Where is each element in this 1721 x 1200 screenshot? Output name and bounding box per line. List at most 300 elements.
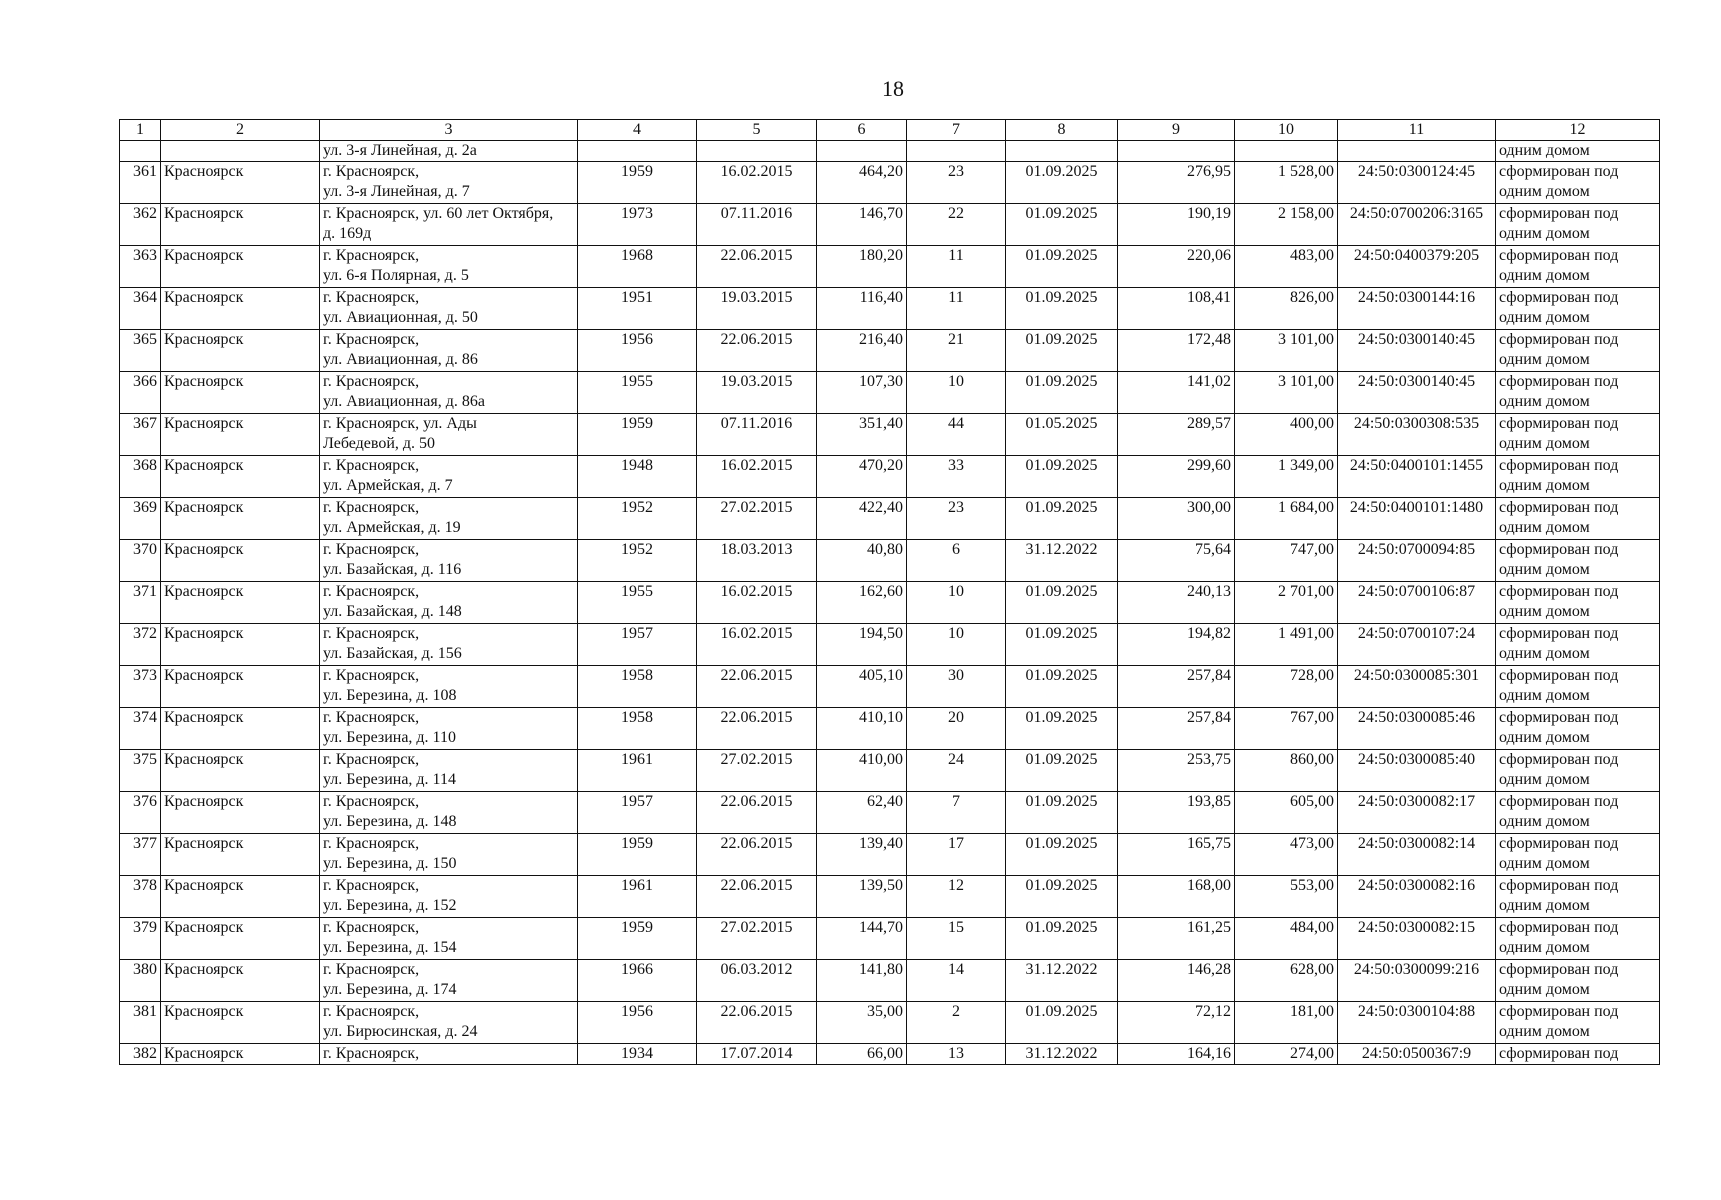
table-row	[120, 330, 1660, 372]
cell-year: 1959	[578, 162, 697, 204]
cell-address-line-1: г. Красноярск,	[323, 163, 420, 180]
cell-address-line-1: г. Красноярск,	[323, 835, 420, 852]
cell-municipality: Красноярск	[161, 288, 320, 330]
cell-note-line-1: сформирован под	[1499, 709, 1619, 726]
cell-address-line-2: ул. Авиационная, д. 50	[323, 309, 478, 326]
cell-empty	[697, 141, 817, 162]
cell-year: 1968	[578, 246, 697, 288]
cell-date: 18.03.2013	[697, 540, 817, 582]
cell-note-line-2: одним домом	[1499, 645, 1590, 662]
cell-note	[1496, 876, 1660, 918]
cell-note	[1496, 708, 1660, 750]
cell-note-line-2: одним домом	[1499, 813, 1590, 830]
cell-year: 1973	[578, 204, 697, 246]
cell-address-line-1: г. Красноярск,	[323, 751, 420, 768]
cell-residents: 7	[907, 792, 1006, 834]
cell-row-number: 373	[120, 666, 161, 708]
cell-address-line-2: ул. Базайская, д. 148	[323, 603, 462, 620]
cell-note	[1496, 162, 1660, 204]
cell-deadline: 31.12.2022	[1006, 960, 1118, 1002]
cell-note-line-2: одним домом	[1499, 267, 1590, 284]
column-header: 1	[120, 120, 161, 141]
cell-address-line-1: г. Красноярск,	[323, 793, 420, 810]
cell-address	[320, 960, 578, 1002]
cell-note-line-1: сформирован под	[1499, 205, 1619, 222]
cell-note-line-2: одним домом	[1499, 519, 1590, 536]
cell-area: 410,10	[817, 708, 907, 750]
cell-date: 22.06.2015	[697, 834, 817, 876]
cell-row-number: 361	[120, 162, 161, 204]
cell-value-9: 168,00	[1118, 876, 1235, 918]
cell-year: 1955	[578, 582, 697, 624]
cell-residents: 11	[907, 288, 1006, 330]
cell-cadastral-number: 24:50:0300144:16	[1338, 288, 1496, 330]
cell-deadline: 01.09.2025	[1006, 204, 1118, 246]
cell-municipality: Красноярск	[161, 708, 320, 750]
cell-area: 194,50	[817, 624, 907, 666]
cell-note-line-1: сформирован под	[1499, 793, 1619, 810]
cell-date: 22.06.2015	[697, 246, 817, 288]
cell-note	[1496, 960, 1660, 1002]
cell-row-number: 366	[120, 372, 161, 414]
table-row	[120, 876, 1660, 918]
cell-year: 1955	[578, 372, 697, 414]
cell-municipality: Красноярск	[161, 582, 320, 624]
cell-note-line-2: одним домом	[1499, 561, 1590, 578]
cell-note-line-2: одним домом	[1499, 981, 1590, 998]
cell-address	[320, 792, 578, 834]
cell-address-line-2: ул. Березина, д. 148	[323, 813, 457, 830]
table-row	[120, 708, 1660, 750]
cell-date: 22.06.2015	[697, 666, 817, 708]
cell-area: 180,20	[817, 246, 907, 288]
cell-row-number: 377	[120, 834, 161, 876]
column-header: 12	[1496, 120, 1660, 141]
cell-address	[320, 540, 578, 582]
cell-empty	[120, 141, 161, 162]
table-row	[120, 1002, 1660, 1044]
cell-value-10: 1 528,00	[1235, 162, 1338, 204]
column-header: 10	[1235, 120, 1338, 141]
cell-note-line-1: сформирован под	[1499, 163, 1619, 180]
cell-note	[1496, 372, 1660, 414]
cell-cadastral-number: 24:50:0400101:1480	[1338, 498, 1496, 540]
cell-address	[320, 582, 578, 624]
cell-date: 22.06.2015	[697, 708, 817, 750]
cell-date: 27.02.2015	[697, 750, 817, 792]
cell-value-9: 194,82	[1118, 624, 1235, 666]
cell-address-line-2: ул. Березина, д. 110	[323, 729, 456, 746]
cell-note	[1496, 624, 1660, 666]
cell-value-9: 172,48	[1118, 330, 1235, 372]
cell-value-10: 605,00	[1235, 792, 1338, 834]
cell-cadastral-number: 24:50:0300082:16	[1338, 876, 1496, 918]
cell-note-line-1: сформирован под	[1499, 457, 1619, 474]
cell-empty	[817, 141, 907, 162]
table-row	[120, 288, 1660, 330]
cell-value-10: 628,00	[1235, 960, 1338, 1002]
cell-note-line-1: сформирован под	[1499, 961, 1619, 978]
cell-note-line-1: сформирован под	[1499, 919, 1619, 936]
cell-address	[320, 750, 578, 792]
cell-area: 351,40	[817, 414, 907, 456]
cell-row-number: 367	[120, 414, 161, 456]
cell-note-line-1: сформирован под	[1499, 877, 1619, 894]
cell-value-10: 484,00	[1235, 918, 1338, 960]
cell-address-line-1: г. Красноярск,	[323, 541, 420, 558]
cell-area: 139,50	[817, 876, 907, 918]
cell-row-number: 369	[120, 498, 161, 540]
cell-address-line-1: г. Красноярск,	[323, 247, 420, 264]
cell-year: 1957	[578, 624, 697, 666]
cell-deadline: 01.05.2025	[1006, 414, 1118, 456]
cell-date: 19.03.2015	[697, 288, 817, 330]
cell-address-line-2: ул. Березина, д. 108	[323, 687, 457, 704]
table-row	[120, 960, 1660, 1002]
table-row	[120, 834, 1660, 876]
cell-address-line-1: г. Красноярск,	[323, 457, 420, 474]
cell-note	[1496, 918, 1660, 960]
cell-municipality: Красноярск	[161, 498, 320, 540]
cell-residents: 24	[907, 750, 1006, 792]
cell-cadastral-number: 24:50:0400101:1455	[1338, 456, 1496, 498]
cell-note-line-1: сформирован под	[1499, 247, 1619, 264]
cell-municipality: Красноярск	[161, 666, 320, 708]
cell-note-line-2: одним домом	[1499, 729, 1590, 746]
cell-address	[320, 1044, 578, 1065]
cell-deadline: 01.09.2025	[1006, 288, 1118, 330]
cell-cadastral-number: 24:50:0700106:87	[1338, 582, 1496, 624]
cell-note-line-2: одним домом	[1499, 351, 1590, 368]
cell-value-10: 728,00	[1235, 666, 1338, 708]
cell-area: 139,40	[817, 834, 907, 876]
cell-note-line-1: сформирован под	[1499, 835, 1619, 852]
cell-address-line-2: ул. Березина, д. 114	[323, 771, 456, 788]
cell-note	[1496, 834, 1660, 876]
cell-address	[320, 288, 578, 330]
cell-note	[1496, 288, 1660, 330]
cell-address	[320, 372, 578, 414]
cell-residents: 13	[907, 1044, 1006, 1065]
cell-area: 40,80	[817, 540, 907, 582]
cell-cadastral-number: 24:50:0300124:45	[1338, 162, 1496, 204]
cell-residents: 14	[907, 960, 1006, 1002]
table-row	[120, 372, 1660, 414]
cell-value-9: 164,16	[1118, 1044, 1235, 1065]
cell-deadline: 01.09.2025	[1006, 708, 1118, 750]
cell-value-10: 1 491,00	[1235, 624, 1338, 666]
cell-note-line-2: одним домом	[1499, 603, 1590, 620]
cell-value-9: 108,41	[1118, 288, 1235, 330]
cell-value-9: 299,60	[1118, 456, 1235, 498]
column-header: 8	[1006, 120, 1118, 141]
cell-address-line-2: ул. Базайская, д. 156	[323, 645, 462, 662]
column-header: 9	[1118, 120, 1235, 141]
table-row	[120, 204, 1660, 246]
cell-address	[320, 666, 578, 708]
cell-address-line-2: ул. 6-я Полярная, д. 5	[323, 267, 469, 284]
cell-cadastral-number: 24:50:0300099:216	[1338, 960, 1496, 1002]
cell-date: 17.07.2014	[697, 1044, 817, 1065]
cell-note-line-1: сформирован под	[1499, 499, 1619, 516]
cell-area: 66,00	[817, 1044, 907, 1065]
table-row	[120, 666, 1660, 708]
cell-municipality: Красноярск	[161, 1044, 320, 1065]
cell-deadline: 01.09.2025	[1006, 582, 1118, 624]
cell-residents: 20	[907, 708, 1006, 750]
cell-value-9: 72,12	[1118, 1002, 1235, 1044]
cell-note-line-1: сформирован под	[1499, 541, 1619, 558]
cell-year: 1959	[578, 414, 697, 456]
cell-municipality: Красноярск	[161, 456, 320, 498]
cell-note	[1496, 456, 1660, 498]
cell-address	[320, 876, 578, 918]
cell-cadastral-number: 24:50:0300085:46	[1338, 708, 1496, 750]
cell-address	[320, 918, 578, 960]
cell-area: 216,40	[817, 330, 907, 372]
cell-address-line-2: ул. 3-я Линейная, д. 7	[323, 183, 470, 200]
cell-deadline: 01.09.2025	[1006, 456, 1118, 498]
cell-address-line-1: г. Красноярск,	[323, 877, 420, 894]
cell-row-number: 370	[120, 540, 161, 582]
cell-value-10: 747,00	[1235, 540, 1338, 582]
column-header: 3	[320, 120, 578, 141]
table-row	[120, 1044, 1660, 1065]
cell-value-10: 2 158,00	[1235, 204, 1338, 246]
cell-value-9: 240,13	[1118, 582, 1235, 624]
cell-note-line-1: сформирован под	[1499, 667, 1619, 684]
cell-date: 27.02.2015	[697, 498, 817, 540]
cell-year: 1956	[578, 1002, 697, 1044]
cell-year: 1934	[578, 1044, 697, 1065]
cell-cadastral-number: 24:50:0300082:15	[1338, 918, 1496, 960]
cell-residents: 2	[907, 1002, 1006, 1044]
cell-area: 141,80	[817, 960, 907, 1002]
cell-note-line-1: сформирован под	[1499, 289, 1619, 306]
cell-value-10: 1 684,00	[1235, 498, 1338, 540]
cell-cadastral-number: 24:50:0400379:205	[1338, 246, 1496, 288]
cell-note-line-2: одним домом	[1499, 897, 1590, 914]
cell-row-number: 376	[120, 792, 161, 834]
cell-note	[1496, 204, 1660, 246]
cell-cadastral-number: 24:50:0300104:88	[1338, 1002, 1496, 1044]
cell-value-9: 257,84	[1118, 708, 1235, 750]
cell-row-number: 379	[120, 918, 161, 960]
column-header: 7	[907, 120, 1006, 141]
cell-note-line-2: одним домом	[1499, 771, 1590, 788]
cell-address	[320, 456, 578, 498]
column-number-header	[120, 120, 1660, 141]
cell-note-line-2: одним домом	[1499, 435, 1590, 452]
cell-year: 1966	[578, 960, 697, 1002]
cell-municipality: Красноярск	[161, 414, 320, 456]
cell-note-line-1: сформирован под	[1499, 415, 1619, 432]
cell-date: 16.02.2015	[697, 582, 817, 624]
column-header: 2	[161, 120, 320, 141]
cell-address-line-1: г. Красноярск,	[323, 1045, 420, 1062]
cell-note-line-1: сформирован под	[1499, 1003, 1619, 1020]
cell-date: 22.06.2015	[697, 792, 817, 834]
table-row	[120, 162, 1660, 204]
cell-cadastral-number: 24:50:0300140:45	[1338, 372, 1496, 414]
cell-value-10: 553,00	[1235, 876, 1338, 918]
table-row	[120, 540, 1660, 582]
cell-value-9: 146,28	[1118, 960, 1235, 1002]
cell-deadline: 01.09.2025	[1006, 792, 1118, 834]
cell-address-line-1: г. Красноярск,	[323, 583, 420, 600]
cell-date: 16.02.2015	[697, 162, 817, 204]
cell-municipality: Красноярск	[161, 372, 320, 414]
cell-cadastral-number: 24:50:0700107:24	[1338, 624, 1496, 666]
cell-cadastral-number: 24:50:0300140:45	[1338, 330, 1496, 372]
cell-value-9: 253,75	[1118, 750, 1235, 792]
cell-row-number: 372	[120, 624, 161, 666]
cell-deadline: 01.09.2025	[1006, 372, 1118, 414]
cell-address-line-1: г. Красноярск,	[323, 373, 420, 390]
cell-residents: 10	[907, 372, 1006, 414]
cell-address-line-2: ул. Армейская, д. 7	[323, 477, 453, 494]
cell-note-line-1: сформирован под	[1499, 373, 1619, 390]
cell-year: 1959	[578, 918, 697, 960]
cell-year: 1958	[578, 708, 697, 750]
cell-note	[1496, 1044, 1660, 1065]
cell-area: 146,70	[817, 204, 907, 246]
cell-value-9: 276,95	[1118, 162, 1235, 204]
housing-registry-table	[119, 119, 1660, 1065]
cell-address-line-1: г. Красноярск,	[323, 709, 420, 726]
column-header: 11	[1338, 120, 1496, 141]
cell-area: 116,40	[817, 288, 907, 330]
cell-note	[1496, 582, 1660, 624]
cell-note-line-2: одним домом	[1499, 1023, 1590, 1040]
table-row	[120, 918, 1660, 960]
cell-deadline: 01.09.2025	[1006, 246, 1118, 288]
cell-deadline: 01.09.2025	[1006, 162, 1118, 204]
cell-date: 19.03.2015	[697, 372, 817, 414]
cell-value-9: 190,19	[1118, 204, 1235, 246]
cell-address-line-2: ул. Березина, д. 152	[323, 897, 457, 914]
cell-value-10: 826,00	[1235, 288, 1338, 330]
cell-note-line-1: сформирован под	[1499, 331, 1619, 348]
cell-value-10: 473,00	[1235, 834, 1338, 876]
cell-date: 27.02.2015	[697, 918, 817, 960]
cell-deadline: 01.09.2025	[1006, 498, 1118, 540]
cell-address-line-2: ул. Базайская, д. 116	[323, 561, 462, 578]
cell-residents: 44	[907, 414, 1006, 456]
cell-note-line-2: одним домом	[1499, 309, 1590, 326]
cell-note-line-2: одним домом	[1499, 225, 1590, 242]
cell-address-line-1: г. Красноярск, ул. 60 лет Октября,	[323, 205, 554, 222]
cell-value-9: 300,00	[1118, 498, 1235, 540]
cell-address-line-2: Лебедевой, д. 50	[323, 435, 436, 452]
cell-value-9: 141,02	[1118, 372, 1235, 414]
cell-residents: 12	[907, 876, 1006, 918]
cell-municipality: Красноярск	[161, 330, 320, 372]
cell-note	[1496, 414, 1660, 456]
cell-address-line-1: г. Красноярск,	[323, 667, 420, 684]
cell-value-10: 181,00	[1235, 1002, 1338, 1044]
cell-row-number: 364	[120, 288, 161, 330]
cell-note	[1496, 750, 1660, 792]
cell-value-9: 289,57	[1118, 414, 1235, 456]
cell-address	[320, 624, 578, 666]
cell-note	[1496, 330, 1660, 372]
cell-empty	[1235, 141, 1338, 162]
cell-note	[1496, 246, 1660, 288]
cell-municipality: Красноярск	[161, 750, 320, 792]
cell-residents: 33	[907, 456, 1006, 498]
cell-address	[320, 246, 578, 288]
cell-value-10: 274,00	[1235, 1044, 1338, 1065]
cell-date: 07.11.2016	[697, 414, 817, 456]
cell-residents: 11	[907, 246, 1006, 288]
cell-note-line-2: одним домом	[1499, 855, 1590, 872]
cell-deadline: 31.12.2022	[1006, 540, 1118, 582]
cell-row-number: 382	[120, 1044, 161, 1065]
cell-note-line-2: одним домом	[1499, 687, 1590, 704]
cell-address	[320, 708, 578, 750]
cell-cadastral-number: 24:50:0300085:40	[1338, 750, 1496, 792]
cell-address-line-2: ул. Березина, д. 174	[323, 981, 457, 998]
cell-value-9: 75,64	[1118, 540, 1235, 582]
cell-date: 22.06.2015	[697, 876, 817, 918]
cell-year: 1958	[578, 666, 697, 708]
cell-municipality: Красноярск	[161, 624, 320, 666]
cell-note: одним домом	[1496, 141, 1660, 162]
cell-residents: 17	[907, 834, 1006, 876]
cell-deadline: 01.09.2025	[1006, 666, 1118, 708]
cell-address-line-1: г. Красноярск,	[323, 961, 420, 978]
cell-value-10: 400,00	[1235, 414, 1338, 456]
cell-value-9: 220,06	[1118, 246, 1235, 288]
cell-note	[1496, 792, 1660, 834]
cell-area: 470,20	[817, 456, 907, 498]
cell-note-line-1: сформирован под	[1499, 625, 1619, 642]
cell-date: 16.02.2015	[697, 456, 817, 498]
table-row	[120, 750, 1660, 792]
cell-area: 405,10	[817, 666, 907, 708]
cell-note-line-1: сформирован под	[1499, 751, 1619, 768]
cell-municipality: Красноярск	[161, 246, 320, 288]
cell-area: 162,60	[817, 582, 907, 624]
cell-residents: 15	[907, 918, 1006, 960]
cell-municipality: Красноярск	[161, 1002, 320, 1044]
cell-address-line-2: ул. Авиационная, д. 86а	[323, 393, 486, 410]
cell-note	[1496, 540, 1660, 582]
cell-deadline: 01.09.2025	[1006, 834, 1118, 876]
cell-area: 62,40	[817, 792, 907, 834]
cell-note-line-2: одним домом	[1499, 939, 1590, 956]
cell-address-line-1: г. Красноярск,	[323, 625, 420, 642]
cell-area: 35,00	[817, 1002, 907, 1044]
cell-area: 107,30	[817, 372, 907, 414]
cell-address-line-2: ул. Березина, д. 154	[323, 939, 457, 956]
cell-address-line-1: г. Красноярск, ул. Ады	[323, 415, 477, 432]
cell-year: 1948	[578, 456, 697, 498]
cell-area: 464,20	[817, 162, 907, 204]
cell-row-number: 363	[120, 246, 161, 288]
cell-address	[320, 414, 578, 456]
cell-cadastral-number: 24:50:0300082:14	[1338, 834, 1496, 876]
cell-residents: 10	[907, 582, 1006, 624]
cell-year: 1952	[578, 498, 697, 540]
cell-deadline: 01.09.2025	[1006, 330, 1118, 372]
cell-value-10: 3 101,00	[1235, 372, 1338, 414]
cell-address-line-1: г. Красноярск,	[323, 331, 420, 348]
cell-address	[320, 330, 578, 372]
cell-year: 1961	[578, 750, 697, 792]
column-header: 6	[817, 120, 907, 141]
